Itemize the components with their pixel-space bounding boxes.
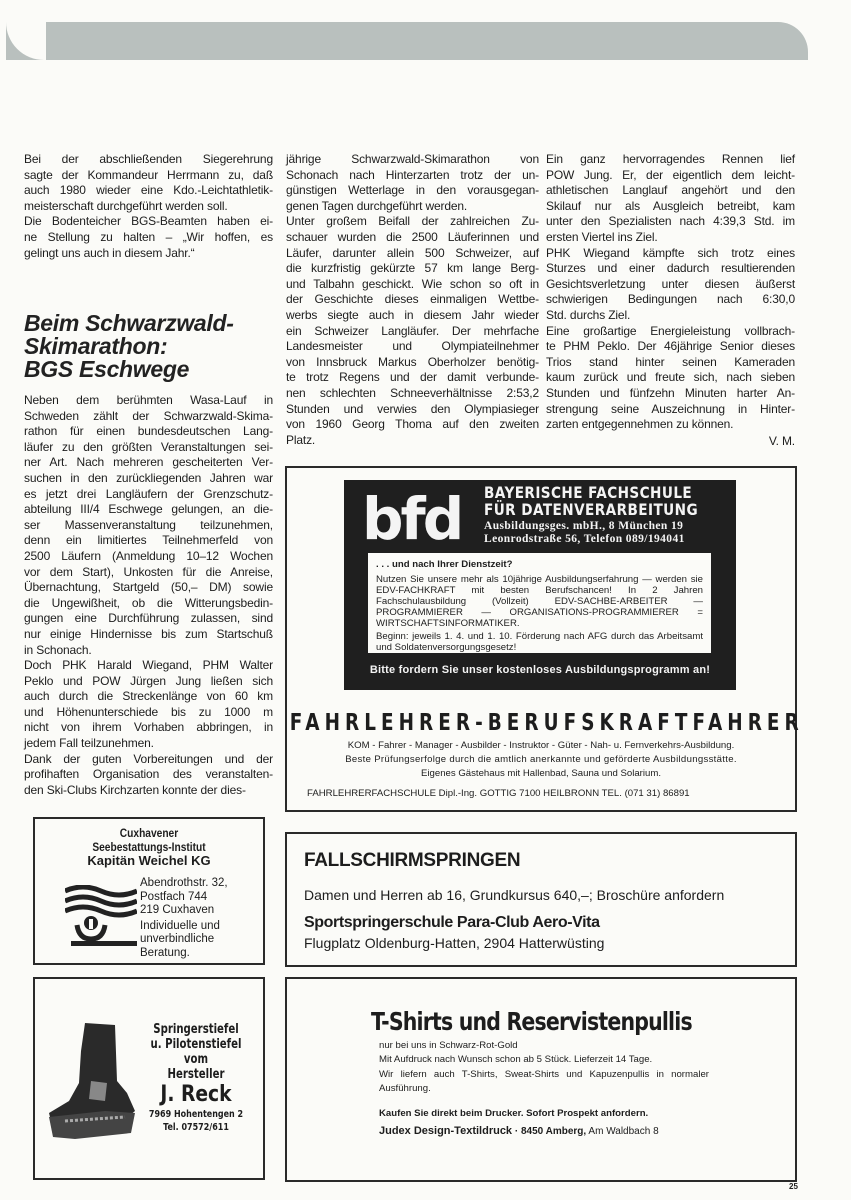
ad-cuxhaven [33,817,265,965]
fallschirm-address: Flugplatz Oldenburg-Hatten, 2904 Hatterwüsting [304,935,605,951]
text-line: den Ski-Clubs Kirchzarten konnte der dies- [24,782,246,797]
text-line: Std. durchs Ziel. [546,307,631,322]
tshirts-city: 8450 Amberg, [520,1125,587,1137]
text-line: gelingt uns auch in diesem Jahr.“ [24,245,195,260]
fahrlehrer-line: Eigenes Gästehaus mit Hallenbad, Sauna und Solarium. [421,768,661,779]
text-line: Peklo und POW Jürgen Jung ließen sich [24,673,273,688]
text-line: werbs siegte auch in diesem Jahr wieder [286,307,539,322]
text-line: Ein ganz hervorragendes Rennen lief [546,152,795,166]
text-line: meisterschaft durchgeführt werden soll. [24,198,228,213]
text-line: Schweden zählt der Schwarzwald-Skima- [24,408,273,423]
bfd-body: Beginn: jeweils 1. 4. und 1. 10. Förderung nach AFG durch das Arbeitsamt und Soldatenversorgungsgesetz! [376,631,703,653]
text-line: jedem Fall teilzunehmen. [24,736,154,751]
fallschirm-text: Damen und Herren ab 16, Grundkursus 640,–; Broschüre anfordern [304,887,725,903]
article-author: V. M. [768,434,795,448]
headline-line: Beim Schwarzwald- [24,310,234,336]
text-line: Skilauf nur als Ausgleich betreibt, kam [546,198,795,213]
article1-column [24,152,273,261]
text-line: te PHM Peklo. Der 46jährige Senior dieses [546,339,795,354]
text-line: ser Massenveranstaltung teilzunehmen, [24,517,273,532]
header-band [6,22,808,60]
bfd-footer: Bitte fordern Sie unser kostenloses Ausbildungsprogramm an! [369,664,711,676]
text-line: und Talbahn geschickt. Wie schon so oft in [286,276,539,291]
bfd-address-line: Leonrodstraße 56, Telefon 089/194041 [484,533,685,545]
cuxhaven-name: Kapitän Weichel KG [87,853,211,868]
text-line: Bei der abschließenden Siegerehrung [24,152,273,166]
text-line: PHK Wiegand kämpfte sich trotz eines [546,245,795,260]
text-line: unter den Spezialisten nach 4:39,3 Std. im [546,214,795,229]
text-line: ein Schweizer Langläufer. Der mehrfache [286,323,539,338]
text-line: auch durch die Streckenlänge von 60 km [24,689,273,704]
text-line: Platz. [286,432,316,447]
tshirts-text: nur bei uns in Schwarz-Rot-Gold [379,1040,518,1051]
reck-text: vom [183,1052,209,1067]
article-headline [24,312,234,381]
headline-line: Skimarathon: [24,333,168,359]
page-number: 25 [789,1182,798,1191]
text-line: der Geschichte dieses einmaligen Wettbe- [286,292,539,307]
text-line: Stunden und fünfzehn Minuten harter An- [546,385,795,400]
cuxhaven-text: Individuelle und [140,919,220,932]
reck-text: Springerstiefel [153,1022,239,1037]
headline-line: BGS Eschwege [24,356,190,382]
text-line: sagte der Kommandeur Herrmann zu, daß [24,167,273,182]
fallschirm-school: Sportspringerschule Para-Club Aero-Vita [304,914,600,931]
text-line: Gesichtsverletzung unter diesen äußerst [546,276,795,291]
text-line: POW Jung. Er, der eigentlich dem leicht- [546,167,795,182]
text-line: Trios stand hinter seinen Kameraden [546,354,795,369]
cuxhaven-text: Beratung. [140,946,190,959]
text-line: rathon für einen bundesdeutschen Lang- [24,424,273,439]
text-line: vor dem Start), Unkosten für die Anreise, [24,564,273,579]
text-line: Landesmeister und Olympiateilnehmer [286,339,539,354]
text-line: schauer wurden die 2500 Läuferinnen und [286,229,539,244]
text-line: in Schonach. [24,642,92,657]
text-line: ne Stellung zu halten – „Wir hoffen, es [24,229,273,244]
fahrlehrer-line: KOM - Fahrer - Manager - Ausbilder - Instruktor - Güter - Nah- u. Fernverkehrs-Ausbildung. [347,740,735,751]
text-line: athletischen Langlauf angehört und den [546,183,795,198]
bfd-address [484,520,685,546]
fahrlehrer-title: FAHRLEHRER-BERUFSKRAFTFAHRER [289,710,804,736]
text-line: suchen in den zurückliegenden Jahren war [24,470,273,485]
cuxhaven-address: 219 Cuxhaven [140,904,215,916]
text-line: die Ungewißheit, ob die Witterungsbedin- [24,595,273,610]
text-line: die kurzfristig gekürzte 57 km lange Berg- [286,261,539,276]
text-line: läufer zu den größten Veranstaltungen sei- [24,439,273,454]
article-author-wrap [546,434,795,450]
tshirts-street: Am Waldbach 8 [588,1125,659,1137]
text-line: te trotz Regens und der damit verbunde- [286,370,539,385]
boot-image-icon [45,1021,140,1141]
tshirts-text: Wir liefern auch T-Shirts, Sweat-Shirts und Kapuzenpullis in normaler Ausführung. [379,1069,709,1094]
separator: · [514,1125,519,1137]
text-line: jährige Schwarzwald-Skimarathon von [286,152,539,166]
cuxhaven-address: Abendrothstr. 32, [140,877,228,889]
anchor-waves-logo-icon [65,885,137,947]
text-line: genen Tagen durchgeführt werden. [286,198,468,213]
reck-address: 7969 Hohentengen 2 [148,1109,244,1120]
text-line: gungen eine Durchführung zulassen, sind [24,611,273,626]
reck-text: u. Pilotenstiefel [150,1037,242,1052]
bfd-title-line: BAYERISCHE FACHSCHULE [484,483,693,502]
text-line: Eine großartige Energieleistung vollbrach- [546,323,795,338]
tshirts-title: T-Shirts und Reservistenpullis [371,1007,692,1036]
bfd-info-box [368,553,711,653]
text-line: Neben dem berühmten Wasa-Lauf in [24,393,273,407]
text-line: von Innsbruck Markus Oberholzer benötig- [286,354,539,369]
text-line: ersten Viertel ins Ziel. [546,229,658,244]
reck-text: Hersteller [167,1067,225,1082]
ad-fahrlehrer [285,694,804,812]
text-line: und Höhenunterschiede bis zu 1000 m [24,704,273,719]
text-line: nur einige Hindernisse bis zum Startschuß [24,626,273,641]
text-line: denn ein limitiertes Teilnehmerfeld von [24,533,273,548]
ad-reck [33,977,265,1180]
bfd-body: Nutzen Sie unsere mehr als 10jährige Ausbildungserfahrung — werden sie EDV-FACHKRAFT mit besten Berufschancen! In 2 Jahren Fachschulausbildung (Vollzeit) EDV-SACHBE-ARBEITER — PROGRAMMIERER — ORGANISATIONS-PROGRAMMIERER = WIRTSCHAFTSINFORMATIKER. [376,574,703,629]
text-line: Schonach nach Hinterzarten trotz der un- [286,167,539,182]
tshirts-cta: Kaufen Sie direkt beim Drucker. Sofort Prospekt anfordern. [379,1108,649,1119]
cuxhaven-name: Cuxhavener [119,826,179,840]
reck-name: J. Reck [160,1082,232,1107]
bfd-title [484,484,698,518]
ad-fallschirmspringen [285,832,797,967]
text-line: ner Art. Nach mehreren gescheiterten Ver- [24,455,273,470]
fahrlehrer-line: FAHRLEHRERFACHSCHULE Dipl.-Ing. GOTTIG 7100 HEILBRONN TEL. (071 31) 86891 [307,788,690,799]
text-line: profihaften Organisation des veranstalten- [24,767,273,782]
text-line: Sturzes und einer dadurch resultierenden [546,261,795,276]
reck-phone: Tel. 07572/611 [163,1122,229,1133]
article2-column-3 [546,152,795,433]
text-line: 2500 Läufern (Anmeldung 10–12 Wochen [24,548,273,563]
text-line: Doch PHK Harald Wiegand, PHM Walter [24,658,273,673]
article2-column-2 [286,152,539,448]
text-line: schwierigen Bedingungen nach 6:30,0 [546,292,795,307]
bfd-logo: bfd [362,485,462,553]
cuxhaven-name: Seebestattungs-Institut [92,840,206,854]
text-line: Dank der guten Vorbereitungen und der [24,751,273,766]
text-line: Stunden und verwies den Olympiasieger [286,401,539,416]
text-line: günstigen Wetterlage in den vorausgegan- [286,183,539,198]
fallschirm-title: FALLSCHIRMSPRINGEN [304,850,521,871]
ad-bfd-panel [344,480,736,690]
text-line: nicht von ihrem Vorhaben abbringen, in [24,720,273,735]
ad-tshirts [285,977,797,1182]
text-line: Unter großem Beifall der zahlreichen Zu- [286,214,539,229]
text-line: Läufer, darunter allein 500 Schweizer, auf [286,245,539,260]
text-line: Die Bodenteicher BGS-Beamten haben ei- [24,214,273,229]
text-line: zarten entgegennehmen zu können. [546,417,734,432]
bfd-title-line: FÜR DATENVERARBEITUNG [484,500,699,519]
text-line: Übernachtung, Startgeld (50,– DM) sowie [24,580,273,595]
fahrlehrer-line: Beste Prüfungserfolge durch die amtlich anerkannte und geförderte Ausbildungsstätte. [345,754,737,765]
cuxhaven-text: unverbindliche [140,933,215,945]
text-line: auch 1980 wieder eine Kdo.-Leichtathletik- [24,183,273,198]
bfd-address-line: Ausbildungsges. mbH., 8 München 19 [484,520,684,532]
tshirts-company: Judex Design-Textildruck [379,1124,513,1137]
tshirts-text: Mit Aufdruck nach Wunsch schon ab 5 Stück. Lieferzeit 14 Tage. [379,1053,653,1065]
text-line: nen schlechten Schneeverhältnisse 2:53,2 [286,385,539,400]
text-line: es jetzt drei Langläufern der Grenzschutz- [24,486,273,501]
text-line: abteilung III/4 Eschwege gelungen, an die- [24,502,273,517]
text-line: strengung seine Auszeichnung in Hinter- [546,401,795,416]
text-line: kaum zurück und freute sich, nach sieben [546,370,795,385]
bfd-question: . . . und nach Ihrer Dienstzeit? [376,559,513,570]
article2-column-1 [24,393,273,798]
text-line: von 1960 Georg Thoma auf den zweiten [286,417,539,432]
cuxhaven-address: Postfach 744 [140,890,208,903]
